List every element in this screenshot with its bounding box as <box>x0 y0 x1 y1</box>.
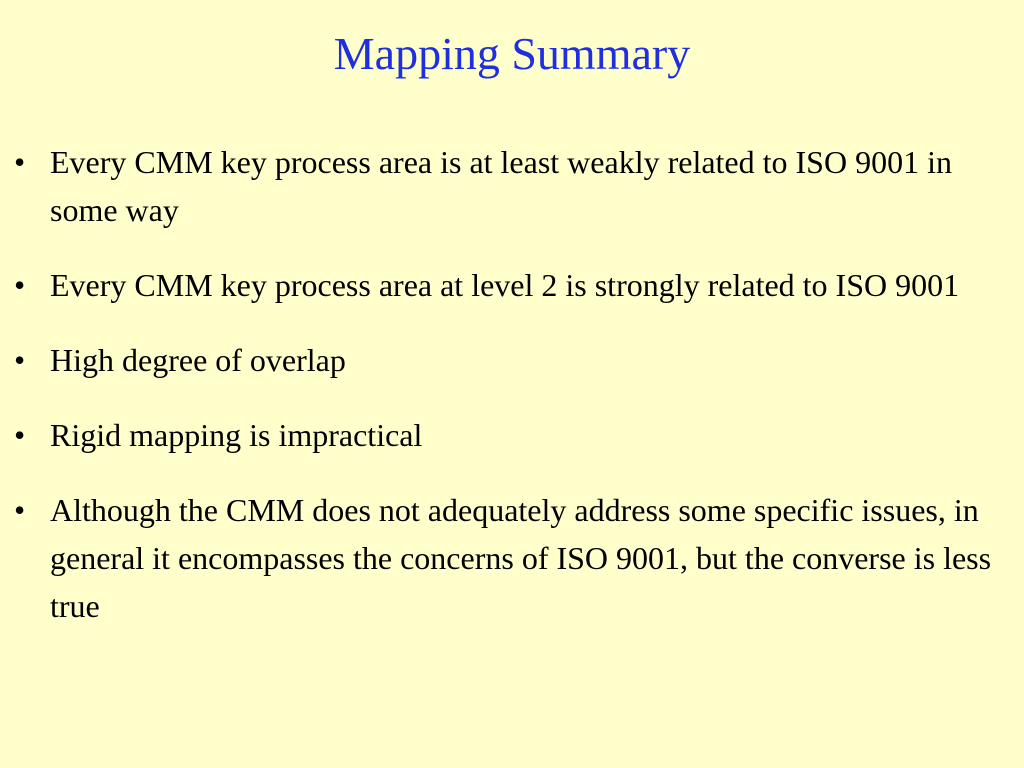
bullet-icon: • <box>14 492 26 528</box>
bullet-icon: • <box>14 267 26 303</box>
bullet-item-1 <box>14 138 1004 234</box>
bullet-icon: • <box>14 342 26 378</box>
bullet-list <box>14 138 1004 657</box>
bullet-item-2 <box>14 261 1004 309</box>
bullet-text: Rigid mapping is impractical <box>50 417 423 453</box>
bullet-item-5 <box>14 486 1004 630</box>
bullet-item-4 <box>14 411 1004 459</box>
bullet-text: Although the CMM does not adequately address some specific issues, in general it encompasses the concerns of ISO 9001, but the converse is less true <box>50 492 992 624</box>
bullet-text: High degree of overlap <box>50 342 346 378</box>
bullet-text: Every CMM key process area is at least weakly related to ISO 9001 in some way <box>50 144 952 228</box>
bullet-icon: • <box>14 417 26 453</box>
bullet-item-3 <box>14 336 1004 384</box>
bullet-icon: • <box>14 144 26 180</box>
bullet-text: Every CMM key process area at level 2 is strongly related to ISO 9001 <box>50 267 960 303</box>
slide-title: Mapping Summary <box>333 28 691 79</box>
